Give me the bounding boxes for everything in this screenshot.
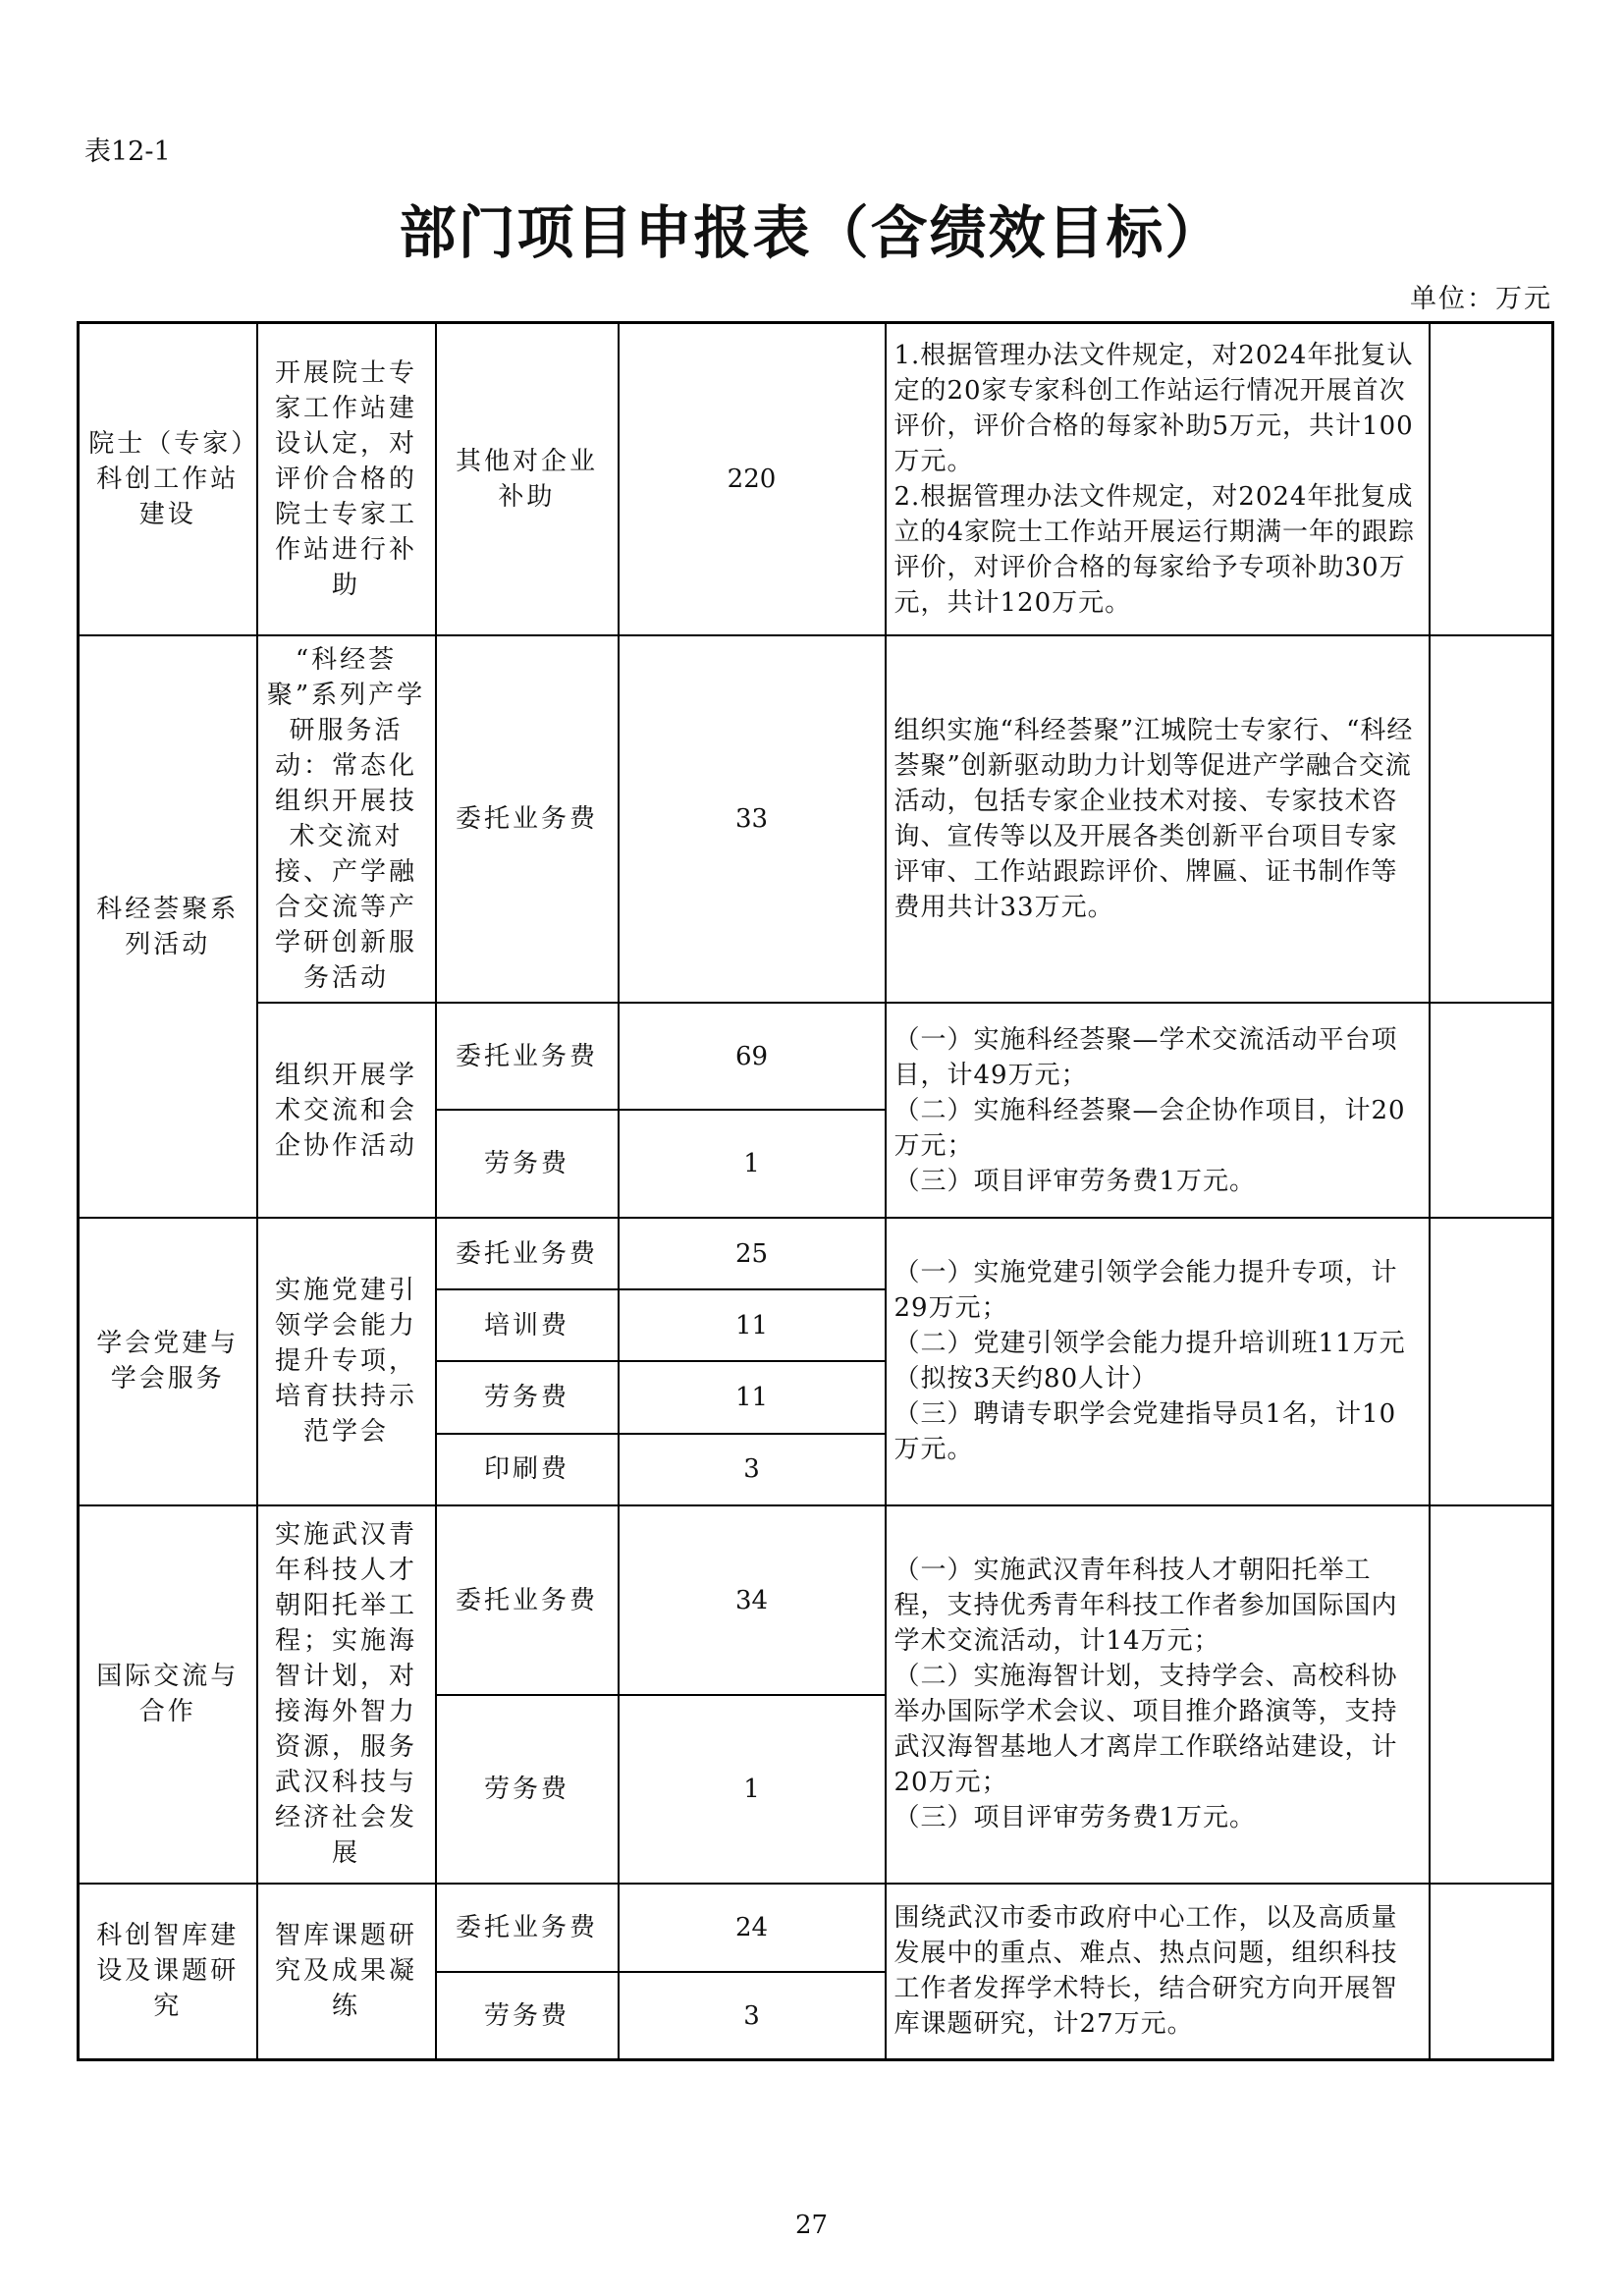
description-line: （一）实施武汉青年科技人才朝阳托举工程，支持优秀青年科技工作者参加国际国内学术交流活动，计14万元； [893, 1556, 1398, 1657]
budget-description [886, 635, 1430, 1003]
blank-cell [1430, 1505, 1553, 1884]
page-number: 27 [794, 2211, 829, 2240]
description-line: 1.根据管理办法文件规定，对2024年批复认定的20家专家科创工作站运行情况开展首次评价，评价合格的每家补助5万元，共计100万元。 [893, 341, 1414, 477]
description-line: 围绕武汉市委市政府中心工作，以及高质量发展中的重点、难点、热点问题，组织科技工作者发挥学术特长，结合研究方向开展智库课题研究，计27万元。 [893, 1903, 1398, 2040]
expense-type: 委托业务费 [436, 635, 619, 1003]
project-table [77, 321, 1554, 2061]
expense-type: 劳务费 [436, 1361, 619, 1433]
description-line: 2.根据管理办法文件规定，对2024年批复成立的4家院士工作站开展运行期满一年的跟踪评价，对评价合格的每家给予专项补助30万元，共计120万元。 [893, 482, 1416, 619]
description-line: （三）项目评审劳务费1万元。 [893, 1166, 1257, 1196]
project-content: “科经荟聚”系列产学研服务活动：常态化组织开展技术交流对接、产学融合交流等产学研创新服务活动 [257, 635, 436, 1003]
table-row [79, 1884, 1553, 1972]
description-line: （二）实施海智计划，支持学会、高校科协举办国际学术会议、项目推介路演等，支持武汉海智基地人才离岸工作联络站建设，计20万元； [893, 1662, 1398, 1798]
table-code: 表12-1 [84, 137, 171, 167]
amount: 11 [619, 1361, 886, 1433]
table-row [79, 1505, 1553, 1696]
expense-type: 印刷费 [436, 1434, 619, 1505]
description-line: （三）聘请专职学会党建指导员1名，计10万元。 [893, 1399, 1397, 1465]
project-content: 实施武汉青年科技人才朝阳托举工程；实施海智计划，对接海外智力资源，服务武汉科技与经济社会发展 [257, 1505, 436, 1884]
table-row [79, 323, 1553, 636]
blank-cell [1430, 323, 1553, 636]
expense-type: 委托业务费 [436, 1884, 619, 1972]
amount: 1 [619, 1110, 886, 1218]
project-content: 实施党建引领学会能力提升专项，培育扶持示范学会 [257, 1218, 436, 1505]
project-name: 科经荟聚系列活动 [79, 635, 257, 1218]
project-name: 院士（专家）科创工作站建设 [79, 323, 257, 636]
expense-type: 劳务费 [436, 1110, 619, 1218]
unit-label: 单位：万元 [1410, 284, 1552, 314]
expense-type: 委托业务费 [436, 1218, 619, 1289]
project-content: 组织开展学术交流和会企协作活动 [257, 1003, 436, 1218]
description-line: 组织实施“科经荟聚”江城院士专家行、“科经荟聚”创新驱动助力计划等促进产学融合交流活动，包括专家企业技术对接、专家技术咨询、宣传等以及开展各类创新平台项目专家评审、工作站跟踪评价、牌匾、证书制作等费用共计33万元。 [893, 716, 1414, 923]
amount: 1 [619, 1695, 886, 1884]
description-line: （三）项目评审劳务费1万元。 [893, 1803, 1257, 1833]
expense-type: 培训费 [436, 1289, 619, 1361]
budget-description [886, 1003, 1430, 1218]
amount: 33 [619, 635, 886, 1003]
amount: 3 [619, 1434, 886, 1505]
blank-cell [1430, 1003, 1553, 1218]
amount: 11 [619, 1289, 886, 1361]
description-line: （一）实施科经荟聚—学术交流活动平台项目，计49万元； [893, 1024, 1398, 1090]
amount: 24 [619, 1884, 886, 1972]
expense-type: 其他对企业补助 [436, 323, 619, 636]
amount: 220 [619, 323, 886, 636]
table-row [79, 1218, 1553, 1289]
blank-cell [1430, 635, 1553, 1003]
page-title: 部门项目申报表（含绩效目标） [399, 199, 1224, 266]
description-line: （二）实施科经荟聚—会企协作项目，计20万元； [893, 1095, 1406, 1161]
budget-description [886, 1505, 1430, 1884]
amount: 3 [619, 1972, 886, 2059]
amount: 25 [619, 1218, 886, 1289]
budget-description [886, 1884, 1430, 2060]
description-line: （一）实施党建引领学会能力提升专项，计29万元； [893, 1258, 1398, 1324]
table-row [79, 635, 1553, 1003]
project-name: 科创智库建设及课题研究 [79, 1884, 257, 2060]
description-line: （二）党建引领学会能力提升培训班11万元（拟按3天约80人计） [893, 1329, 1406, 1394]
budget-description [886, 1218, 1430, 1505]
expense-type: 劳务费 [436, 1695, 619, 1884]
project-name: 学会党建与学会服务 [79, 1218, 257, 1505]
budget-description [886, 323, 1430, 636]
project-name: 国际交流与合作 [79, 1505, 257, 1884]
project-content: 智库课题研究及成果凝练 [257, 1884, 436, 2060]
project-content: 开展院士专家工作站建设认定，对评价合格的院士专家工作站进行补助 [257, 323, 436, 636]
amount: 69 [619, 1003, 886, 1109]
expense-type: 委托业务费 [436, 1003, 619, 1109]
expense-type: 委托业务费 [436, 1505, 619, 1696]
expense-type: 劳务费 [436, 1972, 619, 2059]
table-row [79, 1003, 1553, 1109]
blank-cell [1430, 1218, 1553, 1505]
blank-cell [1430, 1884, 1553, 2060]
amount: 34 [619, 1505, 886, 1696]
